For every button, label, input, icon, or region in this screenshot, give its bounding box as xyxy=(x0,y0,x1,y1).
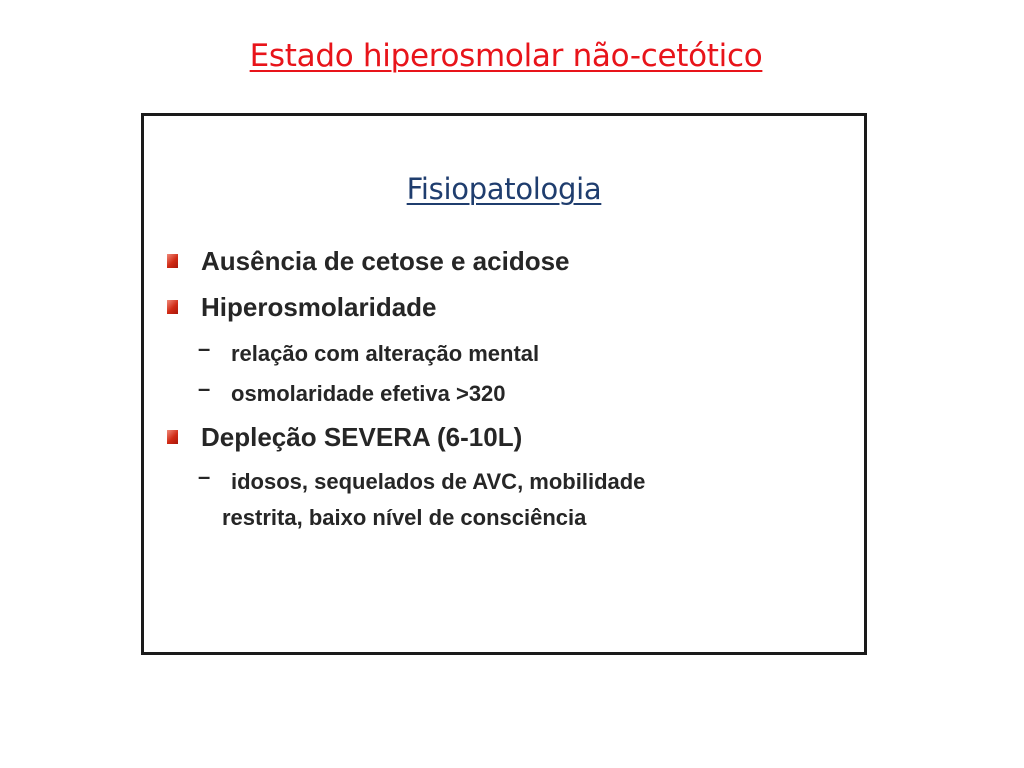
list-subitem-text: osmolaridade efetiva >320 xyxy=(231,381,506,406)
list-subitem-text: relação com alteração mental xyxy=(231,341,540,366)
dash-bullet: – xyxy=(198,336,211,361)
square-bullet-icon xyxy=(167,430,178,444)
list-subitem xyxy=(198,376,506,412)
list-item-text: Hiperosmolaridade xyxy=(201,292,437,322)
dash-bullet: – xyxy=(198,464,211,489)
list-subitem-line-2: restrita, baixo nível de consciência xyxy=(222,505,587,530)
list-item xyxy=(201,422,522,453)
dash-bullet: – xyxy=(198,376,211,401)
list-item-text: Depleção SEVERA (6-10L) xyxy=(201,422,523,452)
box-heading: Fisiopatologia xyxy=(406,172,602,206)
content-box xyxy=(141,113,867,655)
list-item-text: Ausência de cetose e acidose xyxy=(201,246,570,276)
square-bullet-icon xyxy=(167,254,178,268)
list-subitem xyxy=(198,464,791,536)
slide-title: Estado hiperosmolar não-cetótico xyxy=(249,38,763,74)
square-bullet-icon xyxy=(167,300,178,314)
list-item xyxy=(201,292,437,323)
list-subitem-line-1: idosos, sequelados de AVC, mobilidade xyxy=(231,469,646,494)
list-item xyxy=(201,246,570,277)
list-subitem xyxy=(198,336,540,372)
list-subitem-text xyxy=(201,464,791,536)
